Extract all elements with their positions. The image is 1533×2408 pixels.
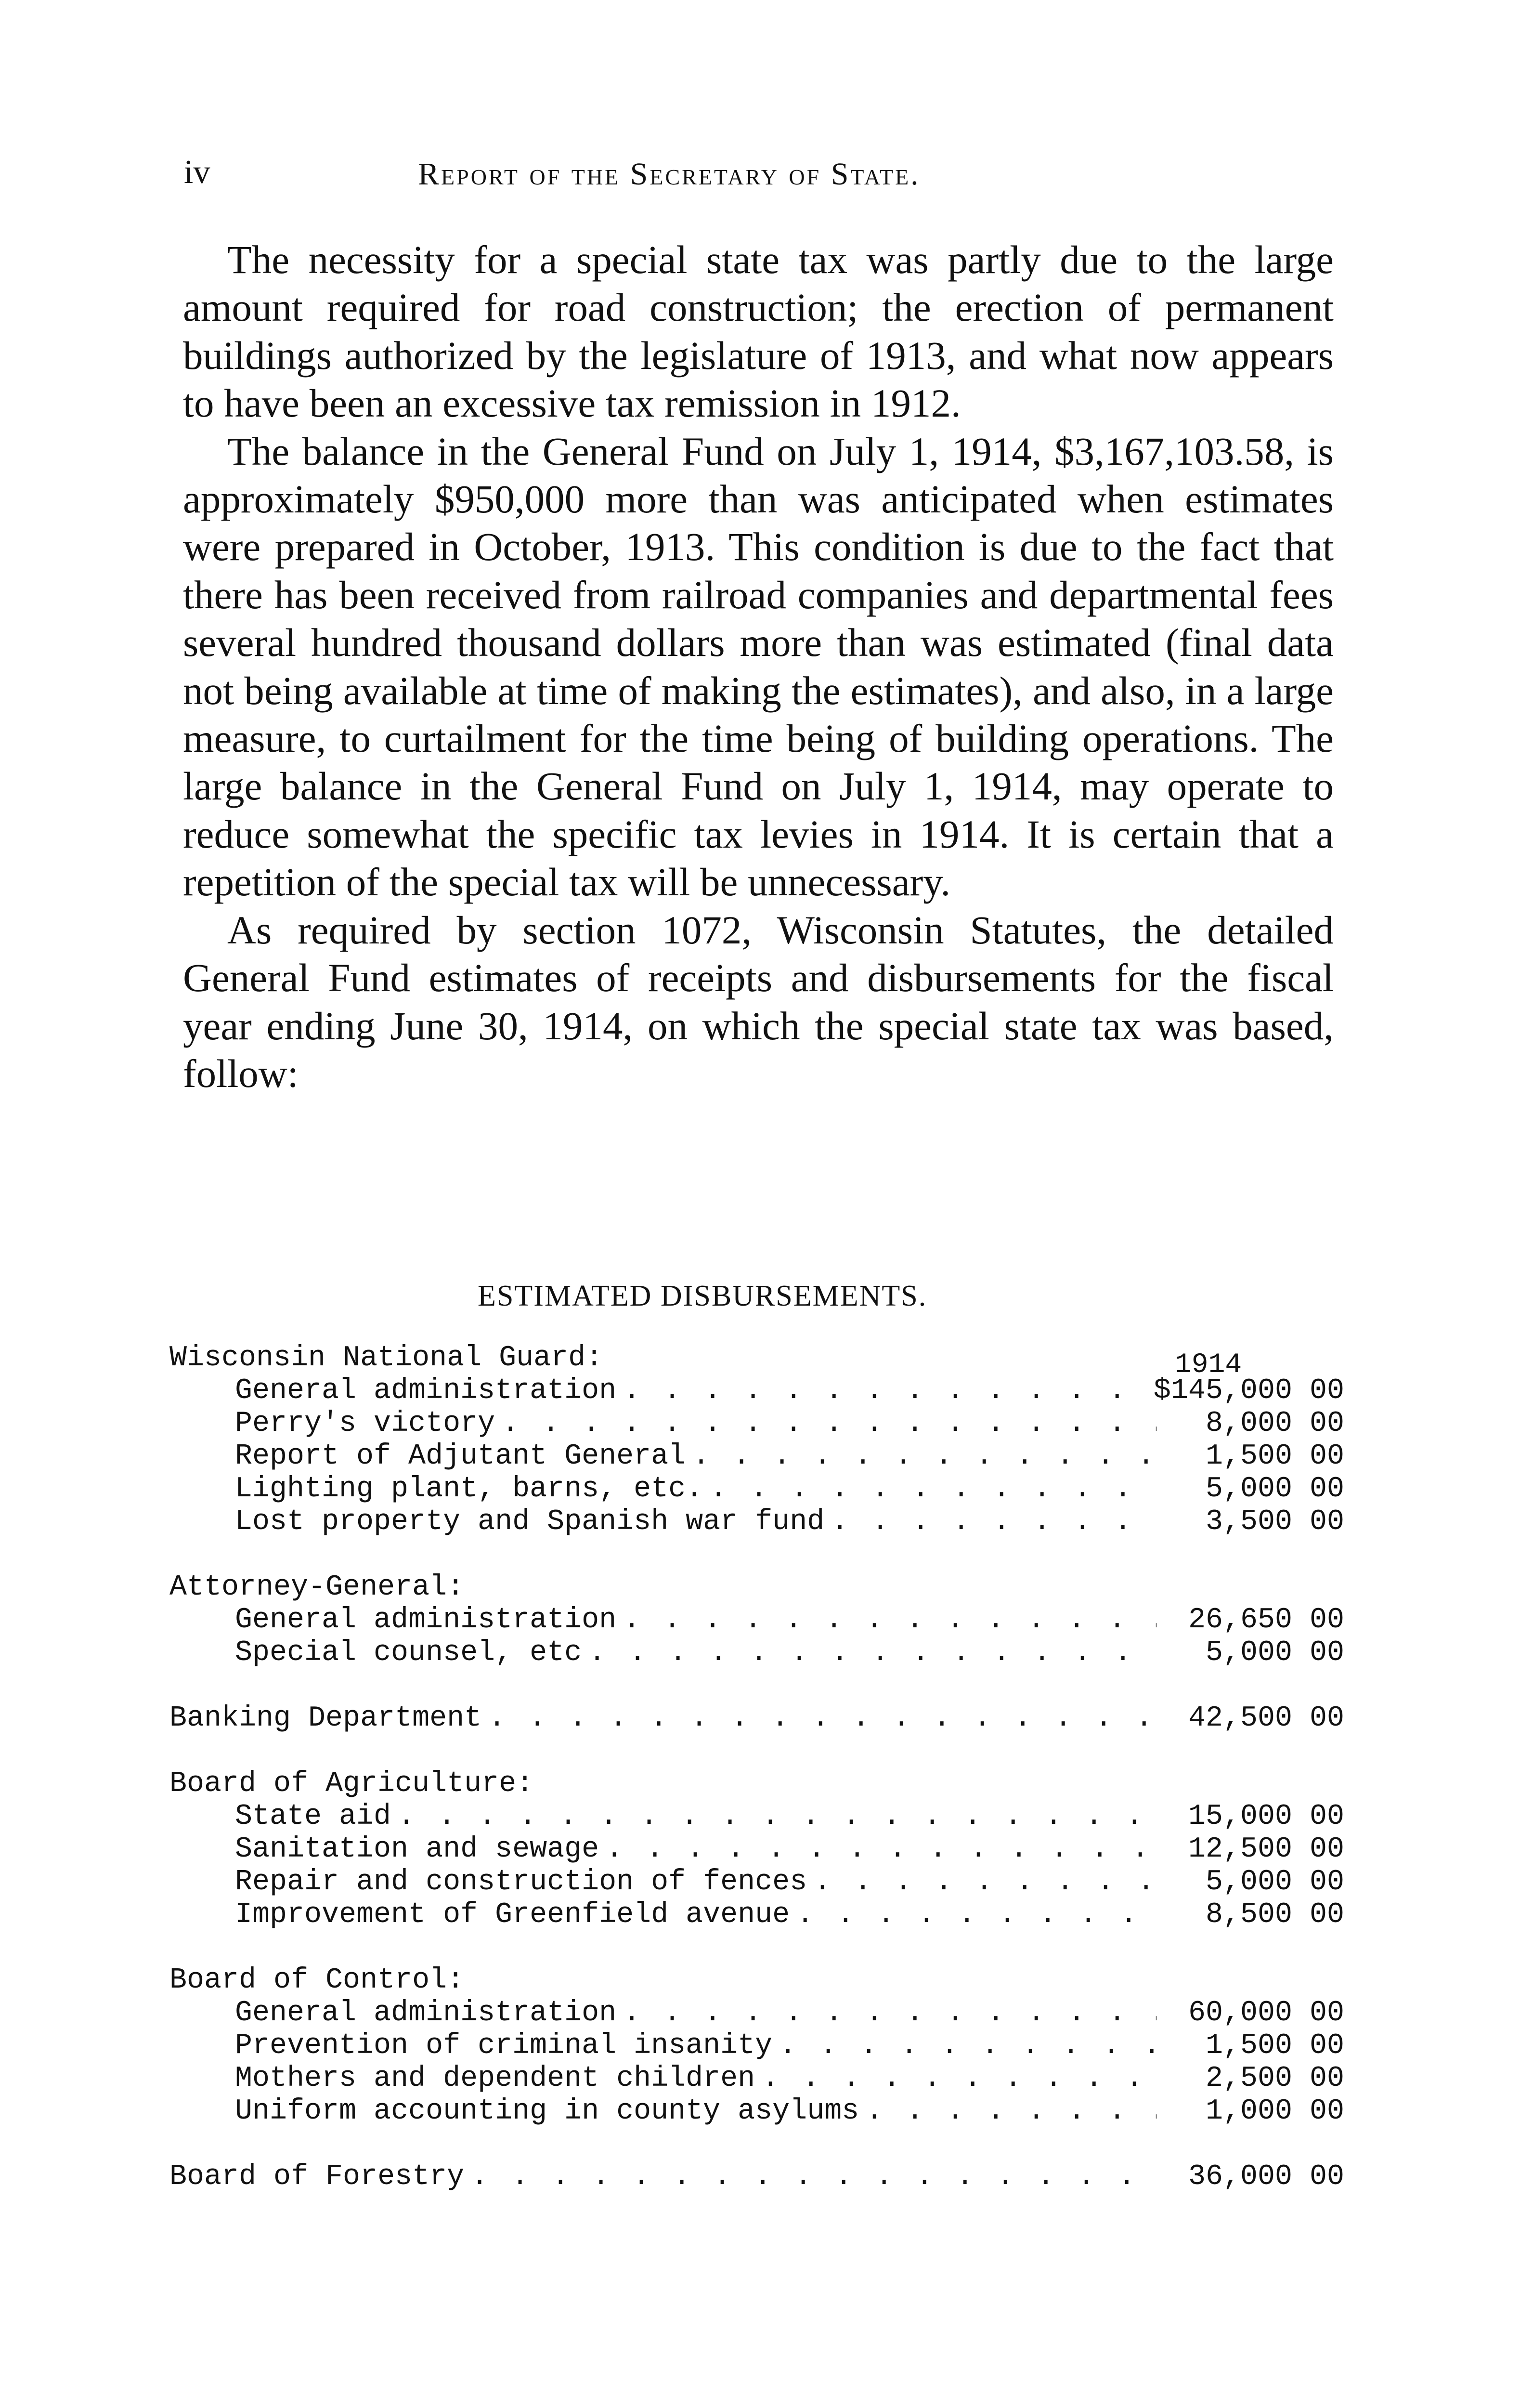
table-row bbox=[169, 1440, 1344, 1473]
page-number: iv bbox=[184, 154, 210, 191]
table-row bbox=[169, 1604, 1344, 1636]
row-amount: $145,000 00 bbox=[1153, 1374, 1344, 1407]
row-amount: 26,650 00 bbox=[1188, 1604, 1344, 1636]
year-column-header: 1914 bbox=[1175, 1349, 1242, 1381]
table-row bbox=[169, 1374, 1344, 1407]
row-label: Improvement of Greenfield avenue bbox=[235, 1898, 790, 1931]
dot-leader bbox=[495, 1407, 1156, 1440]
dot-leader bbox=[481, 1702, 1156, 1735]
row-amount: 15,000 00 bbox=[1188, 1800, 1344, 1833]
row-label: Prevention of criminal insanity bbox=[235, 2029, 773, 2062]
dot-leader bbox=[859, 2095, 1156, 2128]
dot-leader bbox=[824, 1505, 1156, 1538]
dot-leader bbox=[772, 2029, 1156, 2062]
page-header bbox=[173, 153, 1348, 196]
dot-leader bbox=[790, 1898, 1156, 1931]
row-label: Lighting plant, barns, etc. bbox=[235, 1473, 703, 1505]
group-heading: Board of Agriculture: bbox=[169, 1767, 534, 1800]
dot-leader bbox=[755, 2062, 1156, 2095]
table-row bbox=[169, 1702, 1344, 1735]
table-row bbox=[169, 2029, 1344, 2062]
row-label: Special counsel, etc bbox=[235, 1636, 582, 1669]
row-label: Mothers and dependent children bbox=[235, 2062, 755, 2095]
body-text bbox=[183, 236, 1334, 1098]
running-title: Report of the Secretary of State. bbox=[418, 157, 921, 192]
dot-leader bbox=[686, 1440, 1156, 1473]
table-row bbox=[169, 1866, 1344, 1898]
row-amount: 60,000 00 bbox=[1188, 1997, 1344, 2029]
dot-leader bbox=[807, 1866, 1156, 1898]
group-attorney-general bbox=[169, 1571, 1344, 1669]
dot-leader bbox=[616, 1374, 1154, 1407]
table-row bbox=[169, 1407, 1344, 1440]
row-label: General administration bbox=[235, 1997, 617, 2029]
dot-leader bbox=[616, 1997, 1156, 2029]
table-row bbox=[169, 1800, 1344, 1833]
dot-leader bbox=[599, 1833, 1156, 1866]
row-amount: 36,000 00 bbox=[1188, 2160, 1344, 2193]
paragraph-general-fund-balance: The balance in the General Fund on July 1, 1914, $3,167,103.58, is approximately $950,000 more than was anticipated when estimates were prepared in October, 1913. This condition is due to the fact that there has been received from railroad companies and departmental fees several hundred thousand dollars more than was estimated (final data not being available at time of making the estimates), and also, in a large measure, to curtailment for the time being of building operations. The large balance in the General Fund on July 1, 1914, may operate to reduce somewhat the specific tax levies in 1914. It is certain that a repetition of the special tax will be unnecessary. bbox=[183, 429, 1334, 904]
table-row bbox=[169, 1997, 1344, 2029]
group-national-guard bbox=[169, 1342, 1344, 1538]
row-amount: 8,000 00 bbox=[1205, 1407, 1344, 1440]
dot-leader bbox=[391, 1800, 1156, 1833]
row-amount: 5,000 00 bbox=[1205, 1473, 1344, 1505]
dot-leader bbox=[703, 1473, 1156, 1505]
row-label: Banking Department bbox=[169, 1702, 482, 1735]
row-amount: 5,000 00 bbox=[1205, 1636, 1344, 1669]
row-label: Perry's victory bbox=[235, 1407, 495, 1440]
table-row bbox=[169, 1833, 1344, 1866]
section-title: ESTIMATED DISBURSEMENTS. bbox=[478, 1280, 927, 1312]
row-amount: 1,000 00 bbox=[1205, 2095, 1344, 2128]
row-label: Report of Adjutant General bbox=[235, 1440, 686, 1473]
row-amount: 1,500 00 bbox=[1205, 2029, 1344, 2062]
row-amount: 5,000 00 bbox=[1205, 1866, 1344, 1898]
dot-leader bbox=[616, 1604, 1156, 1636]
row-amount: 42,500 00 bbox=[1188, 1702, 1344, 1735]
table-row bbox=[169, 1505, 1344, 1538]
group-heading: Board of Control: bbox=[169, 1964, 465, 1997]
row-amount: 2,500 00 bbox=[1205, 2062, 1344, 2095]
dot-leader bbox=[582, 1636, 1156, 1669]
table-row bbox=[169, 1473, 1344, 1505]
row-label: Lost property and Spanish war fund bbox=[235, 1505, 825, 1538]
table-row bbox=[169, 2095, 1344, 2128]
group-banking-department bbox=[169, 1702, 1344, 1735]
row-label: Sanitation and sewage bbox=[235, 1833, 599, 1866]
disbursements-table bbox=[169, 1342, 1344, 2226]
table-row bbox=[169, 2160, 1344, 2193]
row-label: General administration bbox=[235, 1374, 617, 1407]
row-label: Repair and construction of fences bbox=[235, 1866, 807, 1898]
row-label: State aid bbox=[235, 1800, 391, 1833]
dot-leader bbox=[464, 2160, 1156, 2193]
table-row bbox=[169, 2062, 1344, 2095]
row-label: Board of Forestry bbox=[169, 2160, 465, 2193]
group-board-of-agriculture bbox=[169, 1767, 1344, 1931]
paragraph-statute-requirement: As required by section 1072, Wisconsin Statutes, the detailed General Fund estimates of receipts and disbursements for the fiscal year ending June 30, 1914, on which the special state tax was based, follow: bbox=[183, 907, 1334, 1096]
row-amount: 3,500 00 bbox=[1205, 1505, 1344, 1538]
group-heading: Wisconsin National Guard: bbox=[169, 1342, 603, 1374]
row-amount: 1,500 00 bbox=[1205, 1440, 1344, 1473]
table-row bbox=[169, 1636, 1344, 1669]
row-label: General administration bbox=[235, 1604, 617, 1636]
row-amount: 12,500 00 bbox=[1188, 1833, 1344, 1866]
row-label: Uniform accounting in county asylums bbox=[235, 2095, 859, 2128]
paragraph-special-tax: The necessity for a special state tax was partly due to the large amount required for road construction; the erection of permanent buildings authorized by the legislature of 1913, and what now appears to have been an excessive tax remission in 1912. bbox=[183, 237, 1334, 426]
table-row bbox=[169, 1898, 1344, 1931]
row-amount: 8,500 00 bbox=[1205, 1898, 1344, 1931]
group-heading: Attorney-General: bbox=[169, 1571, 465, 1604]
group-board-of-control bbox=[169, 1964, 1344, 2128]
group-board-of-forestry bbox=[169, 2160, 1344, 2193]
